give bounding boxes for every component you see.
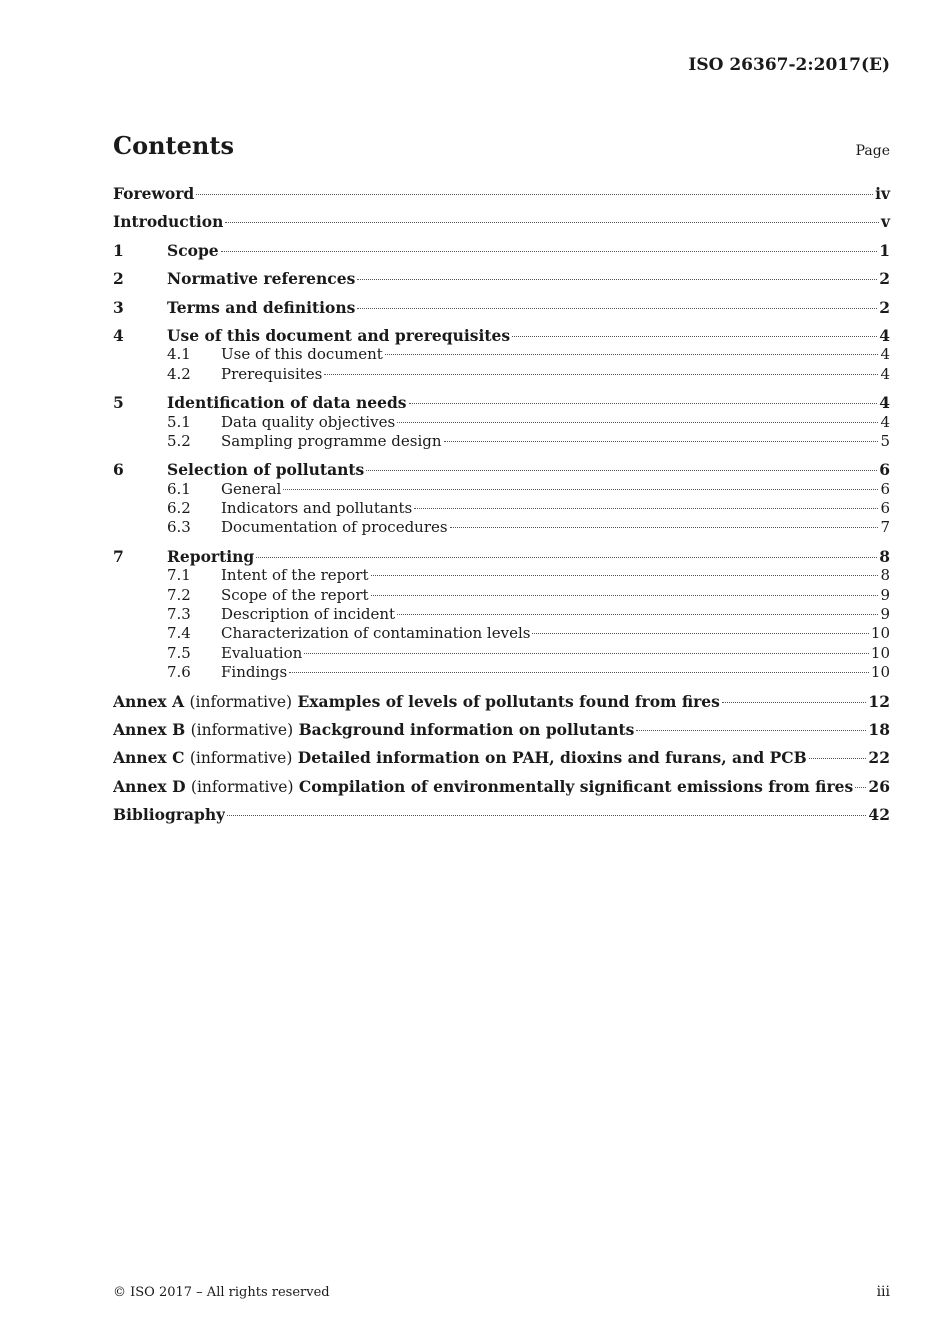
toc-entry-title: Use of this document [221,345,383,364]
dot-leader [809,757,867,759]
dot-leader [722,701,867,703]
toc-entry[interactable] [113,499,890,518]
dot-leader [357,307,877,309]
dot-leader [289,671,869,673]
dot-leader [371,574,879,576]
annex-title: Examples of levels of pollutants found from fires [297,691,720,711]
annex-title: Detailed information on PAH, dioxins and furans, and PCB [297,748,807,768]
dot-leader [397,613,878,615]
toc-entry-page: 2 [879,297,890,317]
toc-entry[interactable] [113,241,890,260]
toc-entry-number: 2 [113,269,124,289]
annex-label: Annex D [113,776,186,796]
toc-entry-title: Introduction [113,212,224,232]
toc-entry-title: Evaluation [221,643,303,662]
toc-entry-title [113,720,634,740]
toc-entry-title: Terms and definitions [167,297,356,317]
toc-entry-number: 4.2 [167,364,191,383]
toc-entry-page: 12 [868,691,890,711]
dot-leader [450,526,879,528]
toc-entry-title: Selection of pollutants [167,460,365,480]
toc-entry-page: 4 [880,345,890,364]
annex-informative-label: (informative) [189,692,293,711]
toc-entry-page: 4 [879,393,890,413]
toc-entry[interactable] [113,326,890,345]
toc-entry-page: 42 [868,805,890,825]
toc-entry-number: 7.3 [167,605,191,624]
toc-entry-number: 5.1 [167,412,191,431]
document-id: ISO 26367-2:2017(E) [688,55,890,75]
toc-entry[interactable] [113,345,890,364]
toc-entry-number: 5.2 [167,431,191,450]
toc-entry-title: Documentation of procedures [221,518,448,537]
toc-entry-number: 4 [113,325,124,345]
toc-entry-number: 6.1 [167,479,191,498]
toc-entry-number: 6.3 [167,518,191,537]
toc-entry-title: Description of incident [221,605,396,624]
dot-leader [196,193,873,195]
toc-entry-title: Use of this document and prerequisites [167,325,511,345]
toc-entry[interactable] [113,184,890,203]
dot-leader [221,250,878,252]
toc-entry-page: 1 [879,240,890,260]
toc-entry-page: 4 [879,325,890,345]
footer-page-number: iii [876,1284,890,1300]
dot-leader [304,652,869,654]
toc-entry[interactable] [113,624,890,643]
footer-copyright: © ISO 2017 – All rights reserved [113,1285,330,1300]
toc-entry-page: 2 [879,269,890,289]
annex-label: Annex C [113,748,185,768]
toc-entry[interactable] [113,692,890,711]
toc-entry-title [113,692,720,712]
dot-leader [227,814,866,816]
dot-leader [256,556,877,558]
toc-entry-number: 1 [113,240,124,260]
dot-leader [532,632,868,634]
toc-entry-page: 9 [880,585,890,604]
page-column-label: Page [855,143,890,159]
dot-leader [371,594,879,596]
toc-entry[interactable] [113,212,890,231]
toc-entry-title: Data quality objectives [221,412,396,431]
contents-title: Contents [113,131,234,160]
toc-entry-page: 4 [880,364,890,383]
toc-entry-title: Indicators and pollutants [221,499,413,518]
dot-leader [357,278,877,280]
annex-title: Background information on pollutants [298,719,635,739]
toc-entry[interactable] [113,748,890,767]
toc-entry[interactable] [113,663,890,682]
toc-entry-page: 10 [870,624,890,643]
toc-entry-title: Scope [167,240,219,260]
toc-entry[interactable] [113,432,890,451]
toc-entry-number: 4.1 [167,345,191,364]
toc-entry[interactable] [113,460,890,479]
toc-entry-page: 9 [880,605,890,624]
toc-entry[interactable] [113,605,890,624]
toc-entry-page: v [880,212,890,232]
annex-informative-label: (informative) [190,777,294,796]
toc-entry-title: Prerequisites [221,364,323,383]
dot-leader [855,786,866,788]
toc-entry-title [113,777,853,797]
toc-entry-title: Characterization of contamination levels [221,624,531,643]
toc-entry-number: 6 [113,460,124,480]
toc-entry-page: 8 [880,566,890,585]
toc-entry-title: Normative references [167,269,356,289]
toc-entry[interactable] [113,644,890,663]
toc-entry-number: 7 [113,546,124,566]
dot-leader [512,335,877,337]
dot-leader [414,507,878,509]
toc-entry-number: 7.2 [167,585,191,604]
toc-entry-number: 5 [113,393,124,413]
toc-entry-page: 26 [868,776,890,796]
annex-title: Compilation of environmentally significant emissions from fires [298,776,854,796]
toc-entry-page: 10 [870,643,890,662]
toc-entry-number: 7.4 [167,624,191,643]
toc-entry-title [113,748,807,768]
toc-entry-page: 10 [870,663,890,682]
toc-entry-number: 7.5 [167,643,191,662]
toc-entry[interactable] [113,805,890,824]
toc-entry[interactable] [113,777,890,796]
toc-entry[interactable] [113,586,890,605]
toc-entry-page: 6 [880,499,890,518]
toc-entry[interactable] [113,413,890,432]
annex-informative-label: (informative) [189,749,293,768]
toc-entry-number: 6.2 [167,499,191,518]
toc-entry-page: 7 [880,518,890,537]
toc-entry-title: Sampling programme design [221,431,442,450]
toc-entry-page: 6 [879,460,890,480]
dot-leader [324,373,878,375]
toc-entry[interactable] [113,480,890,499]
toc-entry[interactable] [113,365,890,384]
toc-entry[interactable] [113,720,890,739]
toc-entry[interactable] [113,393,890,412]
toc-entry-page: 22 [868,748,890,768]
toc-entry-page: 5 [880,431,890,450]
dot-leader [366,469,877,471]
toc-entry-title: Findings [221,663,288,682]
toc-entry-page: 6 [880,479,890,498]
toc-entry-title: General [221,479,282,498]
toc-entry-title: Reporting [167,546,255,566]
toc-entry-page: iv [875,184,890,203]
dot-leader [636,729,866,731]
toc-entry-page: 4 [880,412,890,431]
dot-leader [283,488,878,490]
toc-entry-title: Bibliography [113,805,226,825]
toc-entry-title: Scope of the report [221,585,369,604]
toc-entry-page: 18 [868,719,890,739]
toc-entry-number: 3 [113,297,124,317]
toc-entry-title: Identification of data needs [167,393,407,413]
toc-entry[interactable] [113,269,890,288]
toc-entry-page: 8 [879,546,890,566]
annex-informative-label: (informative) [190,720,294,739]
toc-entry-title: Intent of the report [221,566,369,585]
toc-entry[interactable] [113,298,890,317]
toc-entry-number: 7.1 [167,566,191,585]
dot-leader [444,440,879,442]
toc-entry[interactable] [113,547,890,566]
toc-entry[interactable] [113,518,890,537]
annex-label: Annex A [113,691,185,711]
annex-label: Annex B [113,719,186,739]
dot-leader [225,221,879,223]
toc-entry-title: Foreword [113,184,195,203]
dot-leader [409,402,878,404]
table-of-contents [113,184,890,825]
toc-entry-number: 7.6 [167,663,191,682]
toc-entry[interactable] [113,566,890,585]
dot-leader [385,353,879,355]
dot-leader [397,421,878,423]
